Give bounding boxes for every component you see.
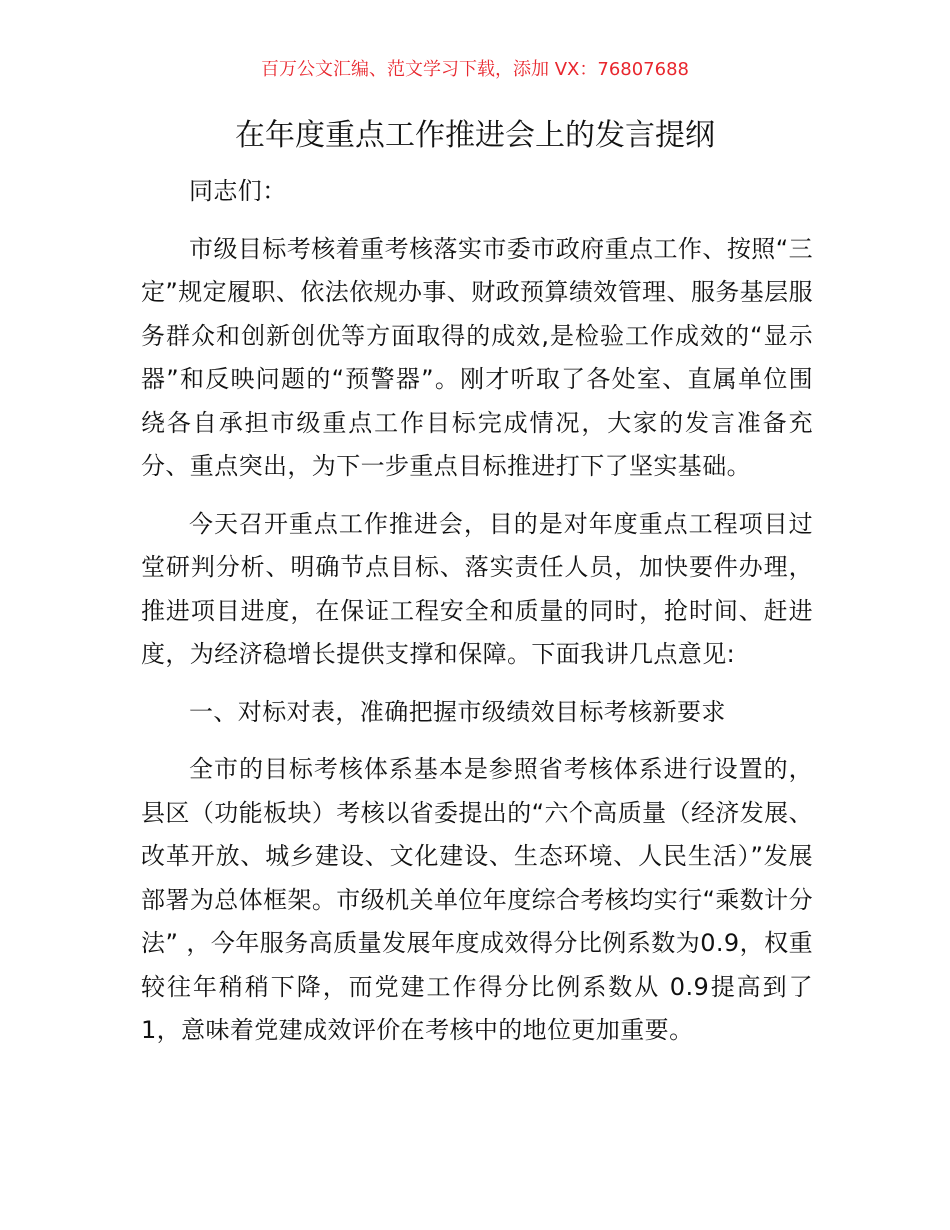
section-heading-1: 一、对标对表，准确把握市级绩效目标考核新要求: [189, 697, 726, 726]
document-title: 在年度重点工作推进会上的发言提纲: [235, 118, 715, 153]
paragraph-2: 今天召开重点工作推进会，目的是对年度重点工程项目过堂研判分析、明确节点目标、落实责任人员，加快要件办理，推进项目进度，在保证工程安全和质量的同时，抢时间、赶进度，为经济稳增长提供支撑和保障。下面我讲几点意见:: [141, 509, 813, 668]
paragraph-1: 市级目标考核着重考核落实市委市政府重点工作、按照“三定”规定履职、依法依规办事、财政预算绩效管理、服务基层服务群众和创新创优等方面取得的成效,是检验工作成效的“显示器”和反映问题的“预警器”。刚才听取了各处室、直属单位围绕各自承担市级重点工作目标完成情况，大家的发言准备充分、重点突出，为下一步重点目标推进打下了坚实基础。: [141, 234, 813, 480]
section-1-paragraph: 全市的目标考核体系基本是参照省考核体系进行设置的，县区（功能板块）考核以省委提出的“六个高质量（经济发展、改革开放、城乡建设、文化建设、生态环境、人民生活）”发展部署为总体框架。市级机关单位年度综合考核均实行“乘数计分法” ，今年服务高质量发展年度成效得分比例系数为0.9，权重较往年稍稍下降，而党建工作得分比例系数从 0.9提高到了1，意味着党建成效评价在考核中的地位更加重要。: [141, 755, 813, 1044]
download-banner: 百万公文汇编、范文学习下载，添加 VX：76807688: [261, 59, 689, 80]
greeting: 同志们：: [189, 177, 287, 205]
document-body: [141, 170, 813, 1067]
